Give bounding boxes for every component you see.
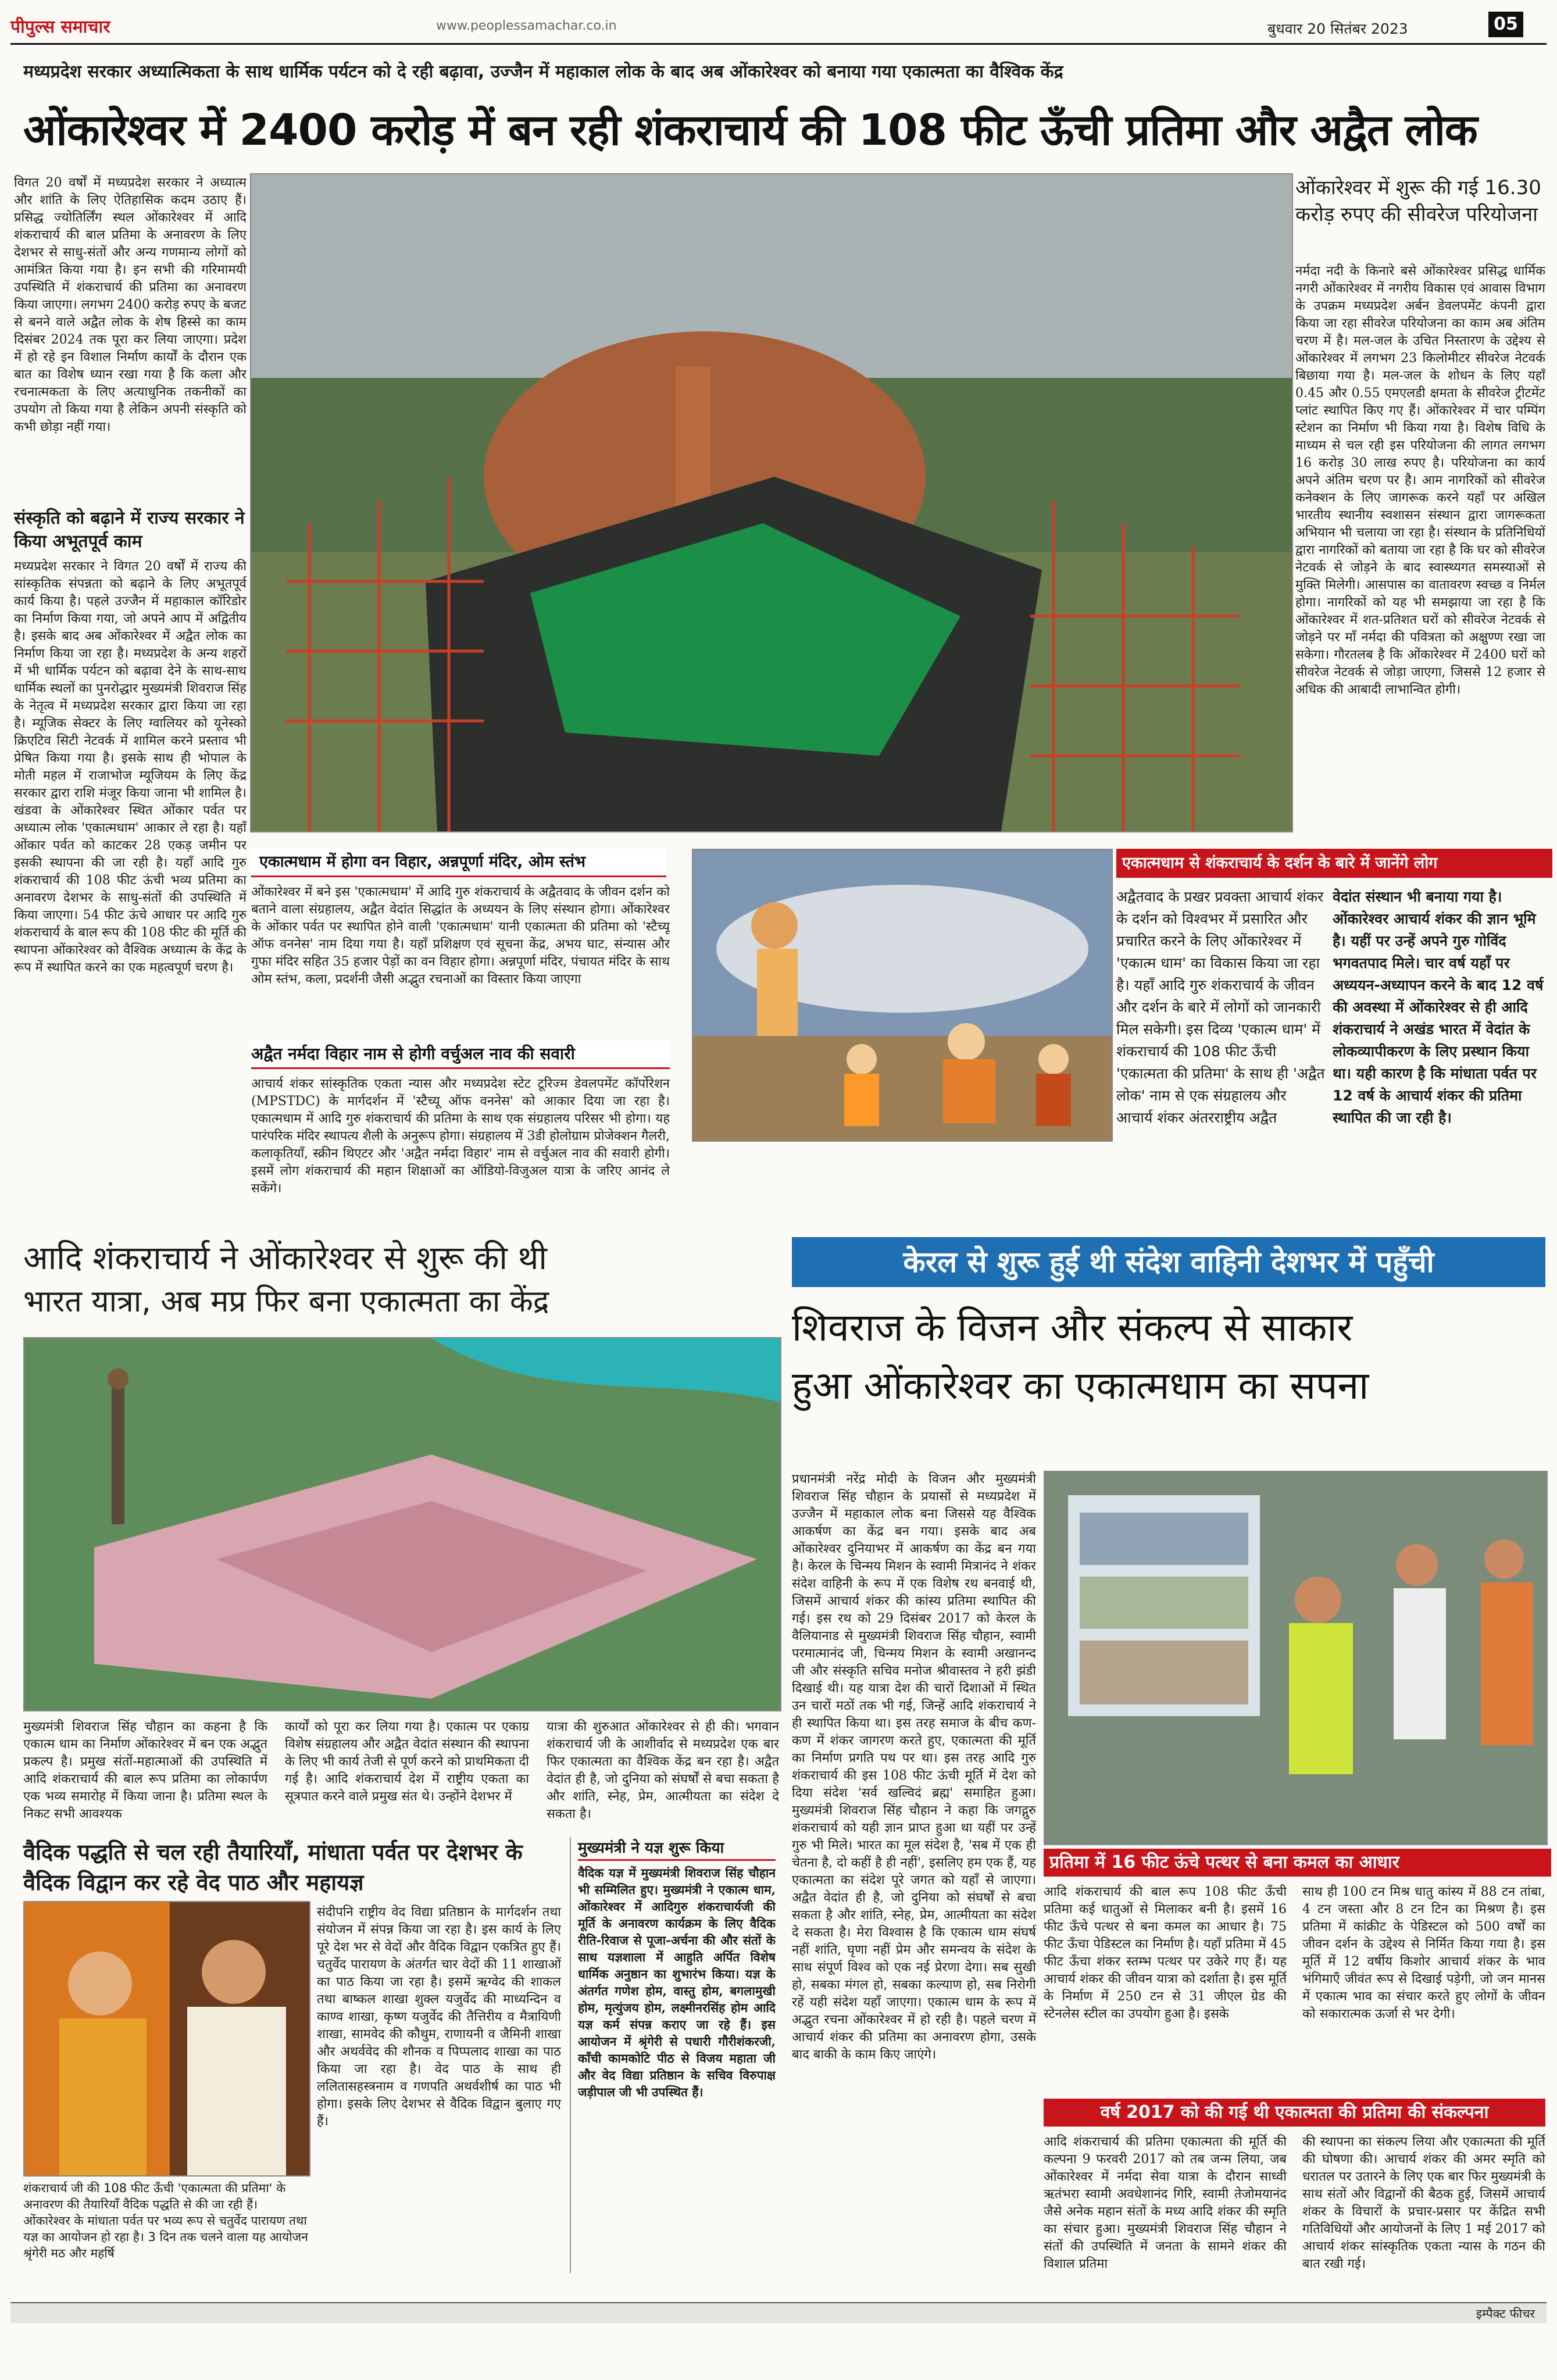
masthead — [0, 0, 1557, 47]
impact-feature-label: इम्पैक्ट फीचर — [1476, 2307, 1535, 2321]
inspection-art — [1045, 1472, 1547, 1844]
ekatmadham-aerial-render — [23, 1337, 781, 1711]
box3-col2: वेदांत संस्थान भी बनाया गया है। ओंकारेश्वर आचार्य शंकर की ज्ञान भूमि है। यहीं पर उन्हें अपने गुरु गोविंद भगवतपाद मिले। चार वर्ष यहाँ पर अध्ययन-अध्यापन करने के बाद 12 वर्ष की अवस्था में ओंकारेश्वर से ही आदि शंकराचार्य ने अखंड भारत में वेदांत के लोकव्यापीकरण के लिए प्रस्थान किया था। यही कारण है कि मांधाता पर्वत पर 12 वर्ष के आचार्य शंकर की प्रतिमा स्थापित की जा रही है। — [1333, 888, 1544, 1126]
masthead-rule — [10, 43, 1547, 45]
box2-title: अद्वैत नर्मदा विहार नाम से होगी वर्चुअल नाव की सवारी — [251, 1041, 670, 1069]
kerala-col: प्रधानमंत्री नरेंद्र मोदी के विजन और मुख्यमंत्री शिवराज सिंह चौहान के प्रयासों से मध्यप्रदेश में उज्जैन में महाकाल लोक बना जिससे यह वैश्विक आकर्षण का केंद्र बन गया। इसके बाद अब ओंकारेश्वर दुनियाभर में आकर्षण का केंद्र बन गया है। केरल के चिन्मय मिशन के स्वामी मित्रानंद ने शंकर संदेश वाहिनी के रूप में एक विशेष रथ बनवाई थी, जिसमें आचार्य शंकर की कांस्य प्रतिमा स्थापित की गई। इस रथ को 29 दिसंबर 2017 को केरल के वैलियानाड से मुख्यमंत्री शिवराज सिंह चौहान, स्वामी परमात्मानंद जी, चिन्मय मिशन के स्वामी अखानन्द जी और संस्कृति सचिव मनोज श्रीवास्तव ने हरी झंडी दिखाई थी। यह यात्रा देश की चारों दिशाओं में स्थित उन चारों मठों तक भी गई, जिन्हें आदि शंकराचार्य ने ही स्थापित किया था। इस तरह समाज के बीच कण-कण में शंकर जागरण करते हुए, एकात्मता की मूर्ति का निर्माण प्रगति पथ पर था। इस तरह आदि गुरु शंकराचार्य की इस 108 फीट ऊंची मूर्ति में देश को दिया संदेश 'सर्व खल्विदं ब्रह्म' समाहित हुआ। मुख्यमंत्री शिवराज सिंह चौहान ने कहा कि जगद्गुरु शंकराचार्य को यही ज्ञान प्राप्त हुआ था यहीं पर उन्हें गुरु भी मिले। भारत का मूल संदेश है, 'सब में एक ही चेतना है, दो कहीं है ही नहीं', इसलिए हम एक हैं, यह एकात्मता का संदेश पूरे जगत को यहाँ से जाएगा। अद्वैत वेदांत ही है, जो दुनिया को संघर्षों से बचा सकता है और शांति, स्नेह, प्रेम, आत्मीयता का संदेश दे सकता है। मेरा विश्वास है कि एकात्म धाम संघर्ष नहीं शांति, घृणा नहीं प्रेम और समन्वय के संदेश के साथ संपूर्ण विश्व को एक नई प्रेरणा देगा। सब सुखी हो, सबका मंगल हो, सबका कल्याण हो, सब निरोगी रहें यही संदेश यहाँ जाएगा। एकात्म धाम के रूप में अद्भुत रचना ओंकारेश्वर में हो रही है। पहले चरण में आचार्य शंकर की प्रतिमा का अनावरण होगा, उसके बाद बाकी के काम किए जाएंगे। — [792, 1472, 1036, 2062]
render-art — [24, 1338, 780, 1710]
vedic-col: संदीपनि राष्ट्रीय वेद विद्या प्रतिष्ठान के मार्गदर्शन तथा संयोजन में संपन्न किया जा रहा है। इस कार्य के लिए पूरे देश भर से वेदों और वैदिक विद्वान एकत्रित हुए हैं। चतुर्वेद पारायण के अंतर्गत चार वेदों की 11 शाखाओं का पाठ किया जा रहा है। इसमें ऋग्वेद की शाकल तथा बाष्कल शाखा शुक्ल यजुर्वेद की माध्यन्दिन व काण्व शाखा, कृष्ण यजुर्वेद की तैत्तिरीय व मैत्रायिणी शाखा, सामवेद की कौथुम, राणायनी व जैमिनी शाखा और अथर्ववेद की शौनक व पिप्पलाद शाखा का पाठ किया जा रहा है। वेद पाठ के साथ ही ललितासहस्त्रनाम व गणपति अथर्वशीर्ष का पाठ भी होगा। इसके लिए देशभर से वैदिक विद्वान बुलाए गए हैं। — [317, 1905, 561, 2129]
lower-left-col3: यात्रा की शुरुआत ओंकारेश्वर से ही की। भगवान शंकराचार्य जी के आशीर्वाद से मध्यप्रदेश एक बार फिर एकात्मता का वैश्विक केंद्र बन रहा है। अद्वैत वेदांत ही है, जो दुनिया को संघर्षों से बचा सकता है और शांति, स्नेह, प्रेम, आत्मीयता का संदेश दे सकता है। — [547, 1720, 779, 1821]
cm-yagya-body: वैदिक यज्ञ में मुख्यमंत्री शिवराज सिंह चौहान भी सम्मिलित हुए। मुख्यमंत्री ने एकात्म धाम, ओंकारेश्वर में आदिगुरु शंकराचार्यजी की मूर्ति के अनावरण कार्यक्रम के लिए वैदिक रीति-रिवाज से पूजा-अर्चना की और संतों के साथ यज्ञशाला में आहुति अर्पित विशेष धार्मिक अनुष्ठान का शुभारंभ किया। यज्ञ के अंतर्गत गणेश होम, वास्तु होम, बगलामुखी होम, मृत्युंजय होम, लक्ष्मीनरसिंह होम आदि यज्ञ कर्म संपन्न कराए जा रहे हैं। इस आयोजन में श्रृंगेरी से पधारी गौरीशंकरजी, काँची कामकोटि पीठ से विजय महाता जी और वेद विद्या प्रतिष्ठान के सचिव विरुपाक्ष जड़ीपाल जी भी उपस्थित हैं। — [578, 1866, 776, 2099]
box3-title: एकात्मधाम से शंकराचार्य के दर्शन के बारे में जानेंगे लोग — [1116, 849, 1552, 878]
masthead-date: बुधवार 20 सितंबर 2023 — [1267, 20, 1408, 37]
cm-photo-art — [24, 1902, 309, 2175]
shankaracharya-painting — [692, 849, 1113, 1142]
left-body: मध्यप्रदेश सरकार ने विगत 20 वर्षों में राज्य की सांस्कृतिक संपन्नता को बढ़ाने के लिए अभूतपूर्व कार्य किया है। पहले उज्जैन में महाकाल कॉरिडोर का निर्माण किया गया, जो अपने आप में अद्वितीय है। इसके बाद अब ओंकारेश्वर में अद्वैत लोक का निर्माण किया जा रहा है। मध्यप्रदेश के अन्य शहरों में भी धार्मिक पर्यटन को बढ़ावा देने के साथ-साथ धार्मिक स्थलों का पुनरोद्धार मुख्यमंत्री शिवराज सिंह के नेतृत्व में मध्यप्रदेश सरकार द्वारा किया जा रहा है। म्यूजिक सेक्टर के लिए ग्वालियर को यूनेस्को क्रिएटिव सिटी नेटवर्क में शामिल करने प्रस्ताव भी प्रेषित किया गया है। इसके साथ ही भोपाल के मोती महल में राजाभोज म्यूजियम के लिए केंद्र सरकार द्वारा राशि मंजूर किया जाना भी शामिल है। खंडवा के ओंकारेश्वर स्थित ओंकार पर्वत पर अध्यात्म लोक 'एकात्मधाम' आकार ले रहा है। यहाँ ओंकार पर्वत को काटकर 28 एकड़ जमीन पर इसकी स्थापना की जा रही है। यहाँ आदि गुरु शंकराचार्य की 108 फीट ऊंची भव्य प्रतिमा का अनावरण देशभर के साधु-संतों की उपस्थिति में किया जाएगा। 54 फीट ऊंचे आधार पर आदि गुरु शंकराचार्य के बाल रूप की 108 फीट की मूर्ति की स्थापना ओंकारेश्वर को वैश्विक अध्यात्म के केंद्र के रूप में स्थापित करने का एक महत्वपूर्ण चरण है। — [14, 559, 247, 975]
vedic-caption: शंकराचार्य जी की 108 फीट ऊँची 'एकात्मता की प्रतिमा' के अनावरण की तैयारियाँ वैदिक पद्धति से की जा रही हैं। ओंकारेश्वर के मांधाता पर्वत पर भव्य रूप से चतुर्वेद पारायण तथा यज्ञ का आयोजन हो रहा है। 3 दिन तक चलने वाला यह आयोजन श्रृंगेरी मठ और महर्षि — [23, 2181, 308, 2260]
masthead-url: www.peoplessamachar.co.in — [436, 19, 617, 33]
kerala-headline-2: हुआ ओंकारेश्वर का एकात्मधाम का सपना — [792, 1363, 1369, 1408]
lower-left-headline-1: आदि शंकराचार्य ने ओंकारेश्वर से शुरू की थी — [23, 1239, 547, 1277]
sankalpana-col1: आदि शंकराचार्य की प्रतिमा एकात्मता की मूर्ति की कल्पना 9 फरवरी 2017 को तब जन्म लिया, जब ओंकारेश्वर में नर्मदा सेवा यात्रा के दौरान साध्वी ऋतंभरा स्वामी अवधेशानंद गिरि, स्वामी तेजोमयानंद जैसे अनेक महान संतों के मध्य आदि शंकर की स्मृति का संचार हुआ। मुख्यमंत्री शिवराज सिंह चौहान ने संतों की उपस्थिति में जनता के सामने शंकर की विशाल प्रतिमा — [1044, 2135, 1287, 2271]
box1-title: एकात्मधाम में होगा वन विहार, अन्नपूर्णा मंदिर, ओम स्तंभ — [251, 849, 666, 877]
lower-left-col1: मुख्यमंत्री शिवराज सिंह चौहान का कहना है कि एकात्म धाम का निर्माण ओंकारेश्वर में बन एक अद्भुत प्रकल्प है। प्रमुख संतों-महात्माओं की उपस्थिति में आदि शंकराचार्य की बाल रूप प्रतिमा का लोकार्पण एक भव्य समारोह में किया जाना है। प्रतिमा स्थल के निकट सभी आवश्यक — [23, 1720, 267, 1821]
left-subhead: संस्कृति को बढ़ाने में राज्य सरकार ने किया अभूतपूर्व काम — [14, 508, 245, 552]
vedic-headline: वैदिक पद्धति से चल रही तैयारियाँ, मांधाता पर्वत पर देशभर के वैदिक विद्वान कर रहे वेद पाठ और महायज्ञ — [23, 1839, 523, 1895]
box2-body: आचार्य शंकर सांस्कृतिक एकता न्यास और मध्यप्रदेश स्टेट टूरिज्म डेवलपमेंट कॉर्पोरेशन (MPSTDC) के मार्गदर्शन में 'स्टैच्यू ऑफ वननेस' को आकार दिया जा रहा है। एकात्मधाम में आदि गुरु शंकराचार्य की प्रतिमा के साथ एक संग्रहालय परिसर भी होगा। यह पारंपरिक मंदिर स्थापत्य शैली के अनुरूप होगा। संग्रहालय में 3डी होलोग्राम प्रोजेक्शन गैलरी, कलाकृतियाँ, स्क्रीन थिएटर और 'अद्वैत नर्मदा विहार' नाम से वर्चुअल नाव की सवारी होगी। इसमें लोग शंकराचार्य की महान शिक्षाओं का ऑडियो-विजुअल यात्रा के जरिए आनंद ले सकेंगे। — [251, 1077, 670, 1196]
masthead-logo: पीपुल्स समाचार — [10, 17, 110, 37]
box3-col1: अद्वैतवाद के प्रखर प्रवक्ता आचार्य शंकर के दर्शन को विश्वभर में प्रसारित और प्रचारित करने के लिए ओंकारेश्वर में 'एकात्म धाम' का विकास किया जा रहा है। यहाँ आदि गुरु शंकराचार्य के जीवन और दर्शन के बारे में लोगों को जानकारी मिल सकेगी। इस दिव्य 'एकात्म धाम' में शंकराचार्य की 108 फीट ऊँची 'एकात्मता की प्रतिमा' के साथ ही 'अद्वैत लोक' नाम से एक संग्रहालय और आचार्य शंकर अंतरराष्ट्रीय अद्वैत — [1116, 888, 1325, 1126]
footer-bar — [10, 2302, 1547, 2323]
kamal-title: प्रतिमा में 16 फीट ऊंचे पत्थर से बना कमल का आधार — [1044, 1849, 1551, 1877]
main-headline: ओंकारेश्वर में 2400 करोड़ में बन रही शंकराचार्य की 108 फीट ऊँची प्रतिमा और अद्वैत लोक — [23, 105, 1477, 155]
cm-yagya-box — [570, 1837, 776, 2273]
cm-inspection-photo — [1044, 1471, 1548, 1845]
lower-left-col2: कार्यों को पूरा कर लिया गया है। एकात्म पर एकाग्र विशेष संग्रहालय और अद्वैत वेदांत संस्थान की स्थापना के लिए भी कार्य तेजी से पूर्ण करने को प्राथमिकता दी गई है। आदि शंकराचार्य देश में राष्ट्रीय एकता का सूत्रपात करने वाले प्रमुख संत थे। उन्होंने देशभर में — [285, 1720, 529, 1804]
page-number: 05 — [1488, 12, 1523, 37]
top-kicker: मध्यप्रदेश सरकार अध्यात्मिकता के साथ धार्मिक पर्यटन को दे रही बढ़ावा, उज्जैन में महाकाल लोक के बाद अब ओंकारेश्वर को बनाया गया एकात्मता का वैश्विक केंद्र — [23, 62, 1063, 82]
sankalpana-title: वर्ष 2017 को की गई थी एकात्मता की प्रतिमा की संकल्पना — [1044, 2099, 1545, 2127]
kamal-col2: साथ ही 100 टन मिश्र धातु कांस्य में 88 टन तांबा, 4 टन जस्ता और 8 टन टिन का मिश्रण है। इस प्रतिमा में कांक्रीट के पेडिस्टल को 500 वर्षों का जीवन दर्शन के उद्देश्य से निर्मित किया गया है। इस मूर्ति में 12 वर्षीय किशोर आचार्य शंकर के भाव भंगिमाएँ जीवंत रूप से दिखाई पड़ेगी, जो जन मानस में एकात्म भाव का संचार करते हुए लोगों के जीवन को सकारात्मक ऊर्जा से भर देगी। — [1302, 1885, 1545, 2021]
box1-body: ओंकारेश्वर में बने इस 'एकात्मधाम' में आदि गुरु शंकराचार्य के अद्वैतवाद के जीवन दर्शन को बताने वाला संग्रहालय, अद्वैत वेदांत सिद्धांत के अध्ययन के लिए संस्थान होगा। ओंकारेश्वर के ओंकार पर्वत पर स्थापित होने वाली 'एकात्मधाम' यानी एकात्मता की प्रतिमा को 'स्टैच्यू ऑफ वननेस' नाम दिया गया है। यहाँ प्रशिक्षण एवं सूचना केंद्र, अभय घाट, संन्यास और गुफा मंदिर सहित 35 हजार पेड़ों का वन विहार होगा। अन्नपूर्णा मंदिर, पंचायत मंदिर के साथ ओम स्तंभ, कला, प्रदर्शनी जैसी अद्भुत रचनाओं का विस्तार किया जाएगा — [251, 885, 670, 987]
lower-left-headline-2: भारत यात्रा, अब मप्र फिर बना एकात्मता का केंद्र — [23, 1284, 549, 1319]
cm-yagya-title: मुख्यमंत्री ने यज्ञ शुरू किया — [578, 1837, 776, 1861]
sankalpana-col2: की स्थापना का संकल्प लिया और एकात्मता की मूर्ति की घोषणा की। आचार्य शंकर की अमर स्मृति को धरातल पर उतारने के लिए एक बार फिर मुख्यमंत्री के साथ संतों और विद्वानों की बैठक हुई, जिसमें आचार्य शंकर के विचारों के प्रचार-प्रसार पर केंद्रित सभी गतिविधियों और आयोजनों के लिए 1 मई 2017 को आचार्य शंकर सांस्कृतिक एकता न्यास के गठन की बात रखी गई। — [1302, 2135, 1545, 2271]
statue-construction-photo — [250, 173, 1293, 832]
left-intro: विगत 20 वर्षों में मध्यप्रदेश सरकार ने अध्यात्म और शांति के लिए ऐतिहासिक कदम उठाए हैं। प्रसिद्ध ज्योतिर्लिंग स्थल ओंकारेश्वर में आदि शंकराचार्य की बाल प्रतिमा के अनावरण के लिए देशभर से साधु-संतों और अन्य गणमान्य लोगों को आमंत्रित किया गया है। इन सभी की गरिमामयी उपस्थिति में शंकराचार्य की प्रतिमा का अनावरण किया जाएगा। लगभग 2400 करोड़ रुपए के बजट से बनने वाले अद्वैत लोक के शेष हिस्से का काम दिसंबर 2024 तक पूरा कर लिया जाएगा। प्रदेश में हो रहे इन विशाल निर्माण कार्यों के दौरान एक बात का विशेष ध्यान रखा गया है कि कला और रचनात्मकता के लिए अत्याधुनिक तकनीकों का उपयोग तो किया गया है लेकिन अपनी संस्कृति को कभी छोड़ा नहीं गया। — [14, 176, 247, 434]
right-title: ओंकारेश्वर में शुरू की गई 16.30 करोड़ रुपए की सीवरेज परियोजना — [1295, 176, 1541, 226]
painting-art — [693, 850, 1112, 1141]
cm-yagya-photo — [23, 1901, 310, 2177]
right-body: नर्मदा नदी के किनारे बसे ओंकारेश्वर प्रसिद्ध धार्मिक नगरी ओंकारेश्वर में नगरीय विकास एवं आवास विभाग के उपक्रम मध्यप्रदेश अर्बन डेवलपमेंट कंपनी द्वारा किया जा रहा सीवरेज परियोजना का काम अब अंतिम चरण में है। मल-जल के उचित निस्तारण के उद्देश्य से ओंकारेश्वर में लगभग 23 किलोमीटर सीवरेज नेटवर्क बिछाया गया है। मल-जल के शोधन के लिए यहाँ 0.45 और 0.55 एमएलडी क्षमता के सीवरेज ट्रीटमेंट प्लांट स्थापित किए गए हैं। ओंकारेश्वर में चार पम्पिंग स्टेशन का निर्माण भी किया गया है। विशेष विधि के माध्यम से चल रही इस परियोजना की लागत लगभग 16 करोड़ 30 लाख रुपए है। परियोजना का कार्य अपने अंतिम चरण पर है। आम नागरिकों को सीवरेज कनेक्शन के लिए जागरूक करने यहाँ पर अखिल भारतीय स्थानीय स्वशासन संस्थान द्वारा जागरूकता अभियान भी चलाया जा रहा है। संस्थान के प्रतिनिधियों द्वारा नागरिकों को बताया जा रहा है कि घर को सीवरेज नेटवर्क से जोड़ने के बाद स्वास्थ्यगत समस्याओं से मुक्ति मिलेगी। आसपास का वातावरण स्वच्छ व निर्मल होगा। नागरिकों को यह भी समझाया जा रहा है कि ओंकारेश्वर में शत-प्रतिशत घरों को सीवरेज नेटवर्क से जोड़ने पर माँ नर्मदा की पवित्रता को अक्षुण्ण रखा जा सकेगा। गौरतलब है कि ओंकारेश्वर में 2400 घरों को सीवरेज नेटवर्क से जोड़ा जाएगा, जिससे 12 हजार से अधिक की आबादी लाभान्वित होगी। — [1295, 264, 1545, 697]
kerala-banner: केरल से शुरू हुई थी संदेश वाहिनी देशभर में पहुँची — [792, 1237, 1545, 1287]
kerala-headline-1: शिवराज के विजन और संकल्प से साकार — [792, 1305, 1353, 1350]
statue-photo-art — [251, 174, 1292, 831]
kamal-col1: आदि शंकराचार्य की बाल रूप 108 फीट ऊँची प्रतिमा कई धातुओं से मिलाकर बनी है। इसमें 16 फीट ऊँचे पत्थर से बना कमल का आधार है। 75 फीट ऊँचा पेडिस्टल का निर्माण है। यहाँ प्रतिमा में 45 फीट ऊँचा शंकर स्तम्भ पत्थर पर उकेरे गए हैं। यह आचार्य शंकर की जीवन यात्रा को दर्शाता है। इस मूर्ति के निर्माण में 250 टन से 31 जीएल ग्रेड की स्टेनलेस स्टील का उपयोग हुआ है। इसके — [1044, 1885, 1287, 2021]
